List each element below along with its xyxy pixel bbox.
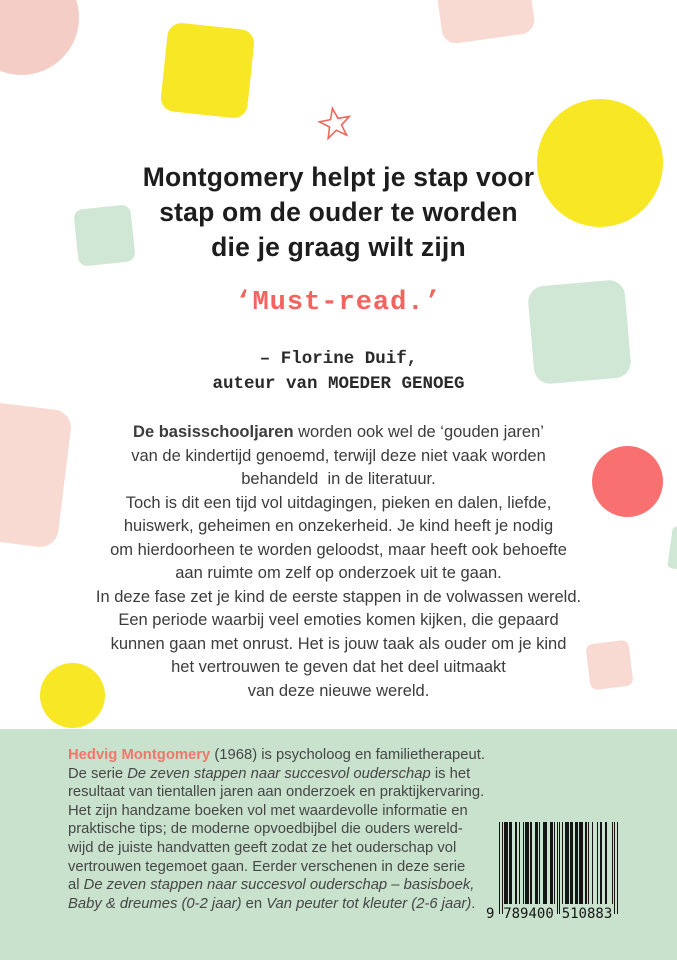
pink-circle-shape (0, 0, 79, 75)
barcode-bars (499, 822, 618, 914)
author-bio-text: Hedvig Montgomery (1968) is psycholoog en familietherapeut. De serie De zeven stappen naar succesvol ouderschap is het resultaat van tientallen jaren aan onderzoek en praktijkervaring. Het zijn handzame boeken vol met waardevolle informatie en praktische tips; de moderne opvoedbijbel die ouders wereld- wijd de juiste handvatten geeft zodat ze het ouderschap vol vertrouwen tegemoet gaan. Eerder verschenen in deze serie al De zeven stappen naar succesvol ouderschap – basisboek, Baby & dreumes (0-2 jaar) en Van peuter tot kleuter (2-6 jaar). (68, 747, 485, 912)
pink-square-top-shape (431, 0, 536, 45)
synopsis-text: De basisschooljaren worden ook wel de ‘gouden jaren’ van de kindertijd genoemd, terwijl deze niet vaak worden behandeld in de literatuur. Toch is dit een tijd vol uitdagingen, pieken en dalen, liefde, huiswerk, geheimen en onzekerheid. Je kind heeft je nodig om hierdoorheen te worden geloodst, maar heeft ook behoefte aan ruimte om zelf op onderzoek uit te gaan. In deze fase zet je kind de eerste stappen in de volwassen wereld. Een periode waarbij veel emoties komen kijken, die gepaard kunnen gaan met onrust. Het is jouw taak als ouder om je kind het vertrouwen te geven dat het deel uitmaakt van deze nieuwe wereld. (95, 423, 582, 700)
review-quote: ‘Must-read.’ (235, 288, 442, 318)
author-bio-section (0, 729, 677, 960)
barcode-digit-lead: 9 (486, 906, 495, 922)
yellow-square-shape (160, 22, 256, 120)
headline: Montgomery helpt je stap voor stap om de ouder te worden die je graag wilt zijn (142, 162, 535, 262)
barcode (486, 822, 618, 934)
review-attribution: – Florine Duif, auteur van MOEDER GENOEG (212, 349, 465, 394)
star-icon (315, 103, 354, 142)
mint-sliver-shape (667, 526, 677, 570)
barcode-digit-group-2: 510883 (561, 906, 613, 922)
barcode-digit-group-1: 789400 (503, 906, 554, 922)
